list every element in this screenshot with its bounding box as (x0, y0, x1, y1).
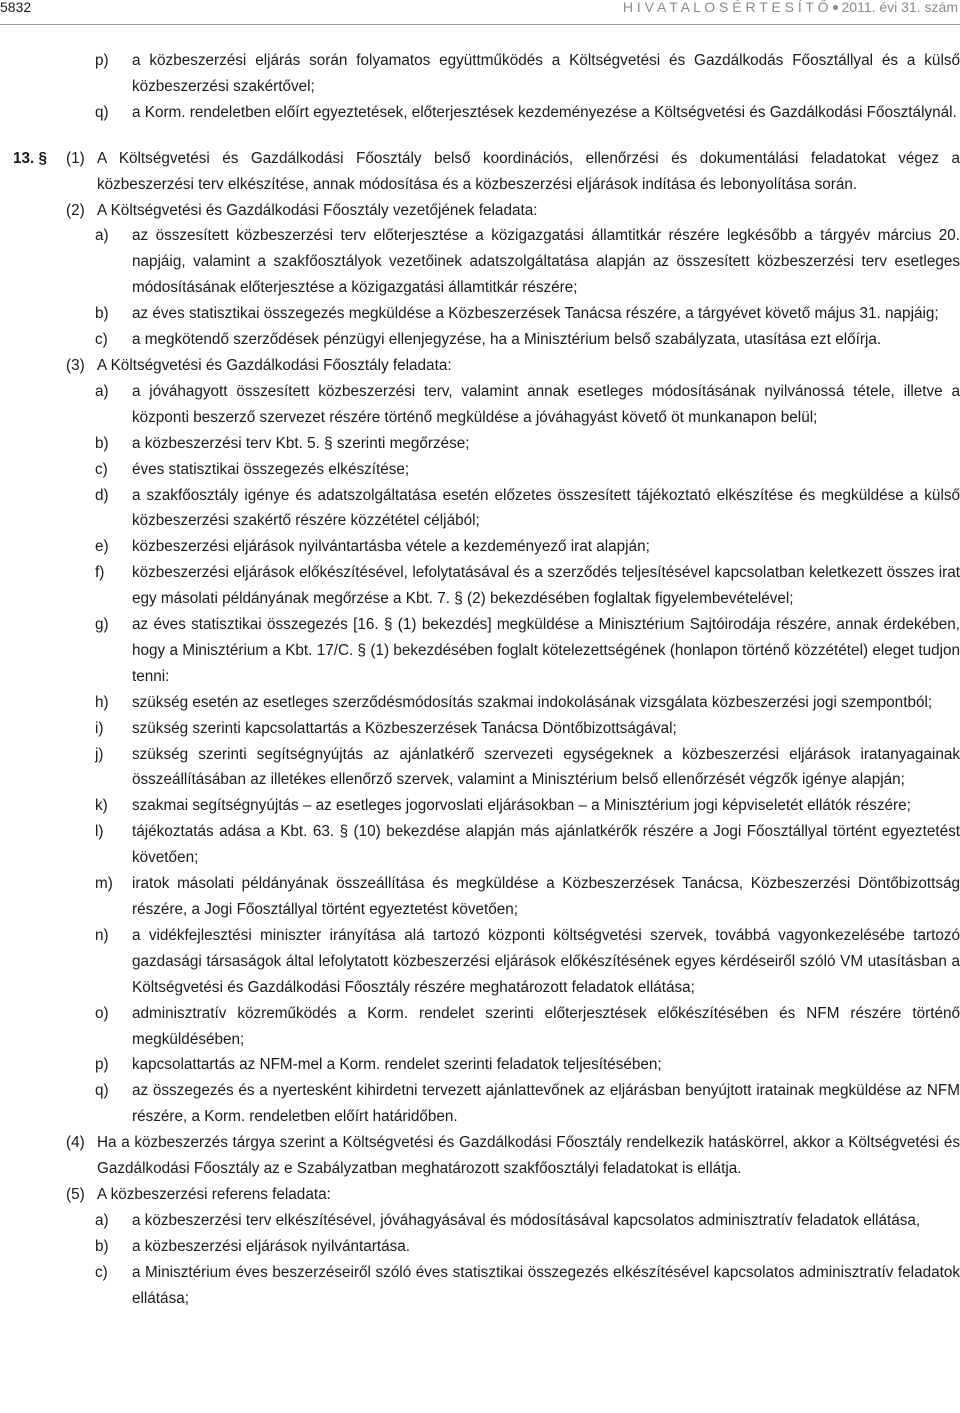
item-text: a közbeszerzési terv Kbt. 5. § szerinti megőrzése; (132, 434, 470, 452)
list-item (0, 223, 960, 301)
item-text: tájékoztatás adása a Kbt. 63. § (10) bekezdése alapján más ajánlatkérők részére a Jogi Főosztállyal történt egyeztetést követően; (132, 823, 960, 867)
item-label: b) (95, 1237, 109, 1255)
item-text: szükség szerinti segítségnyújtás az ajánlatkérő szervezeti egységeknek a közbeszerzési eljárások iratanyagainak összeállításában az illetékes ellenőrző szervek, valamint a Minisztérium belső ellenőrzését végzők igénye alapján; (132, 745, 960, 789)
item-text: a közbeszerzési terv elkészítésével, jóváhagyásával és módosításával kapcsolatos adminisztratív feladatok ellátása, (132, 1211, 921, 1229)
paragraph-1 (0, 146, 960, 198)
item-text: a Korm. rendeletben előírt egyeztetések, előterjesztések kezdeményezése a Költségvetési és Gazdálkodási Főosztálynál. (132, 103, 957, 121)
item-text: az éves statisztikai összegezés megküldése a Közbeszerzések Tanácsa részére, a tárgyévet követő május 31. napjáig; (132, 305, 939, 323)
item-text: a Minisztérium éves beszerzéseiről szóló éves statisztikai összegezés elkészítésével kapcsolatos adminisztratív feladatok ellátása; (132, 1263, 960, 1307)
item-label: j) (95, 745, 104, 763)
list-item (0, 1001, 960, 1053)
item-text: a közbeszerzési eljárás során folyamatos együttműködés a Költségvetési és Gazdálkodás Főosztállyal és a külső közbeszerzési szakértővel; (132, 52, 960, 95)
list-item (0, 716, 960, 742)
list-item (0, 301, 960, 327)
list-item (0, 48, 960, 100)
item-text: az összesített közbeszerzési terv előterjesztése a közigazgatási államtitkár részére legkésőbb a tárgyév március 20. napjáig, valamint a szakfőosztályok vezetőinek adatszolgáltatása alapján az összesített közbeszerzési terv esetleges módosításának előterjesztése a közigazgatási államtitkár részére; (132, 227, 960, 297)
list-item (0, 1260, 960, 1312)
paragraph-label: (5) (66, 1185, 85, 1203)
item-label: q) (95, 103, 109, 121)
item-label: f) (95, 564, 105, 582)
item-label: h) (95, 693, 109, 711)
item-text: közbeszerzési eljárások előkészítésével, lefolytatásával és a szerződés teljesítésével kapcsolatban keletkezett összes irat egy másolati példányának megőrzése a Kbt. 7. § (2) bekezdésében foglaltak figyelembevételével; (132, 564, 960, 608)
issue-date: 2011. évi 31. szám (841, 0, 958, 15)
paragraph-text: A Költségvetési és Gazdálkodási Főosztály belső koordinációs, ellenőrzési és dokumentálási feladatokat végez a közbeszerzési terv elkészítése, annak módosítása és a közbeszerzési eljárások indítása és lebonyolítása során. (97, 149, 960, 193)
paragraph-5 (0, 1182, 960, 1208)
item-label: m) (95, 875, 113, 893)
item-text: a megkötendő szerződések pénzügyi ellenjegyzése, ha a Minisztérium belső szabályzata, utasítása ezt előírja. (132, 331, 882, 349)
list-item (0, 793, 960, 819)
item-label: g) (95, 616, 109, 634)
list-item (0, 1052, 960, 1078)
item-label: b) (95, 305, 109, 323)
item-label: d) (95, 486, 109, 504)
list-item (0, 100, 960, 126)
item-text: szakmai segítségnyújtás – az esetleges jogorvoslati eljárásokban – a Minisztérium jogi képviseletét ellátók részére; (132, 797, 911, 815)
item-text: kapcsolattartás az NFM-mel a Korm. rendelet szerinti feladatok teljesítésében; (132, 1056, 662, 1074)
list-item (0, 534, 960, 560)
item-text: az összegezés és a nyertesként kihirdetni tervezett ajánlattevőnek az eljárásban benyújtott iratainak megküldése az NFM részére, a Korm. rendeletben előírt határidőben. (132, 1082, 960, 1126)
list-item (0, 379, 960, 431)
item-label: l) (95, 823, 104, 841)
page-number: 5832 (0, 0, 32, 15)
item-label: a) (95, 1211, 109, 1229)
running-title: H I V A T A L O S É R T E S Í T Ő (622, 0, 829, 15)
bullet-icon (833, 5, 838, 10)
list-item (0, 871, 960, 923)
item-text: éves statisztikai összegezés elkészítése; (132, 460, 410, 478)
item-label: k) (95, 797, 108, 815)
item-label: a) (95, 382, 109, 400)
item-text: a közbeszerzési eljárások nyilvántartása. (132, 1237, 411, 1255)
list-item (0, 560, 960, 612)
paragraph-text: Ha a közbeszerzés tárgya szerint a Költségvetési és Gazdálkodási Főosztály rendelkezik hatáskörrel, akkor a Költségvetési és Gazdálkodási Főosztály az e Szabályzatban meghatározott szakfőosztályi feladatokat is ellátja. (97, 1134, 960, 1178)
item-label: e) (95, 538, 109, 556)
paragraph-4 (0, 1130, 960, 1182)
item-label: o) (95, 1004, 109, 1022)
paragraph-label: (4) (66, 1134, 85, 1152)
item-label: c) (95, 1263, 108, 1281)
section-13 (0, 146, 960, 1312)
list-item (0, 457, 960, 483)
item-text: szükség esetén az esetleges szerződésmódosítás szakmai indokolásának vizsgálata közbeszerzési jogi szempontból; (132, 693, 933, 711)
list-item (0, 1208, 960, 1234)
item-text: szükség szerinti kapcsolattartás a Közbeszerzések Tanácsa Döntőbizottságával; (132, 719, 677, 737)
document-body (0, 48, 960, 1312)
item-label: i) (95, 719, 104, 737)
list-item (0, 612, 960, 690)
list-item (0, 327, 960, 353)
item-label: c) (95, 460, 108, 478)
item-label: c) (95, 331, 108, 349)
item-text: iratok másolati példányának összeállítása és megküldése a Közbeszerzések Tanácsa, Közbeszerzési Döntőbizottság részére, a Jogi Főosztállyal történt egyeztetést követően; (132, 875, 960, 918)
item-label: q) (95, 1082, 109, 1100)
paragraph-label: (2) (66, 201, 85, 219)
list-item (0, 742, 960, 794)
paragraph-text: A közbeszerzési referens feladata: (97, 1185, 331, 1203)
paragraph-label: (1) (66, 149, 85, 167)
running-header (623, 0, 958, 14)
header-rule (0, 24, 960, 25)
list-item (0, 690, 960, 716)
item-label: p) (95, 52, 109, 69)
page-header (0, 0, 960, 24)
list-item (0, 819, 960, 871)
item-text: közbeszerzési eljárások nyilvántartásba vétele a kezdeményező irat alapján; (132, 538, 650, 556)
item-text: a vidékfejlesztési miniszter irányítása alá tartozó központi költségvetési szervek, továbbá vagyonkezelésébe tartozó gazdasági társaságok által lefolytatott közbeszerzési eljárások előkészítésének egyes kérdéseiről szóló VM utasításban a Költségvetési és Gazdálkodási Főosztály részére meghatározott feladatok ellátása; (132, 926, 960, 996)
list-item (0, 1078, 960, 1130)
item-label: p) (95, 1056, 109, 1074)
list-item (0, 1234, 960, 1260)
section-label: 13. § (13, 149, 48, 167)
list-item (0, 923, 960, 1001)
paragraph-3 (0, 353, 960, 379)
paragraph-2 (0, 198, 960, 224)
item-text: a jóváhagyott összesített közbeszerzési terv, valamint annak esetleges módosításának nyilvánossá tétele, illetve a központi beszerző szervezet részére történő megküldése a jóváhagyást követő öt munkanapon belül; (132, 382, 960, 426)
item-label: n) (95, 926, 109, 944)
item-text: adminisztratív közreműködés a Korm. rendelet szerinti előterjesztések előkészítésében és NFM részére történő megküldésében; (132, 1004, 960, 1048)
paragraph-text: A Költségvetési és Gazdálkodási Főosztály feladata: (97, 356, 452, 374)
item-text: az éves statisztikai összegezés [16. § (1) bekezdés] megküldése a Minisztérium Sajtóirodája részére, annak érdekében, hogy a Minisztérium a Kbt. 17/C. § (1) bekezdésében foglalt kötelezettségének (honlapon történő közzététel) eleget tudjon tenni: (132, 616, 960, 685)
list-item (0, 483, 960, 535)
paragraph-label: (3) (66, 356, 85, 374)
item-label: b) (95, 434, 109, 452)
list-item (0, 431, 960, 457)
item-label: a) (95, 227, 109, 245)
item-text: a szakfőosztály igénye és adatszolgáltatása esetén előzetes összesített tájékoztató elkészítése és megküldése a külső közbeszerzési szakértő részére közzététel céljából; (132, 486, 960, 530)
paragraph-text: A Költségvetési és Gazdálkodási Főosztály vezetőjének feladata: (97, 201, 538, 219)
